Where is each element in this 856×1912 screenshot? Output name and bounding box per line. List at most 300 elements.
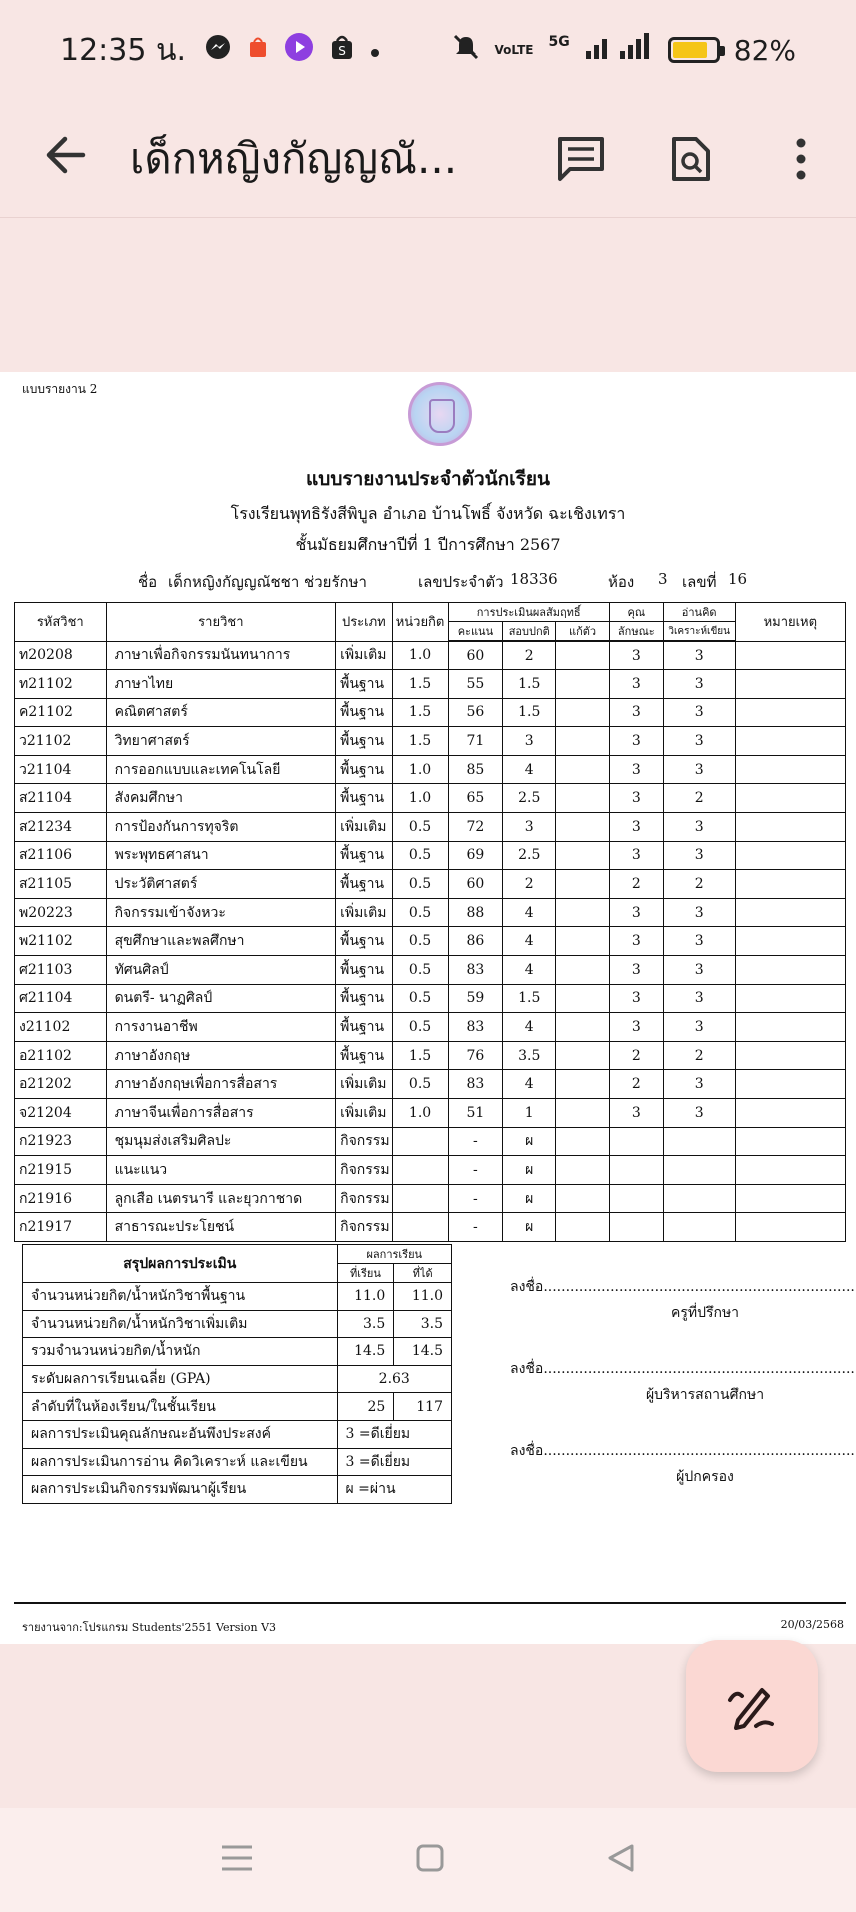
signature-parent	[510, 1440, 855, 1488]
room-value: 3	[658, 570, 668, 588]
edit-fab-button[interactable]	[686, 1640, 818, 1772]
summary-characteristics-row	[23, 1420, 452, 1448]
cell-type: กิจกรรม	[336, 1213, 392, 1242]
cell-reading: 3	[663, 898, 735, 927]
cell-reading: 3	[663, 755, 735, 784]
back-triangle-icon[interactable]	[606, 1843, 636, 1877]
table-row	[15, 898, 846, 927]
cell-grade: ผ	[503, 1156, 556, 1185]
cell-code: อ21102	[15, 1041, 107, 1070]
cell-type: พื้นฐาน	[336, 727, 392, 756]
summary-value: 11.0	[394, 1283, 452, 1311]
cell-score: 83	[448, 956, 503, 985]
rank-grade: 117	[394, 1393, 452, 1421]
cell-credit: 1.0	[392, 641, 448, 670]
table-row	[15, 870, 846, 899]
cell-type: เพิ่มเติม	[336, 1070, 392, 1099]
cell-type: พื้นฐาน	[336, 755, 392, 784]
cell-quality: 2	[609, 870, 663, 899]
cell-code: ก21923	[15, 1127, 107, 1156]
cell-grade: 1.5	[503, 670, 556, 699]
document-search-icon[interactable]	[636, 135, 746, 183]
cell-score: 69	[448, 841, 503, 870]
cell-reading: 3	[663, 1070, 735, 1099]
student-name-label: ชื่อ	[138, 573, 158, 591]
cell-grade: 2.5	[503, 841, 556, 870]
cell-credit: 1.0	[392, 755, 448, 784]
cell-score: 83	[448, 1013, 503, 1042]
summary-col-study: ที่เรียน	[337, 1264, 394, 1283]
cell-score: 88	[448, 898, 503, 927]
summary-result-header: ผลการเรียน	[337, 1245, 451, 1264]
cell-remark	[735, 641, 845, 670]
cell-subject: แนะแนว	[106, 1156, 336, 1185]
cell-type: เพิ่มเติม	[336, 1099, 392, 1128]
cell-remark	[735, 870, 845, 899]
cell-code: ท20208	[15, 641, 107, 670]
cell-subject: ชุมนุมส่งเสริมศิลปะ	[106, 1127, 336, 1156]
cell-quality	[609, 1184, 663, 1213]
header-reading-2: วิเคราะห์เขียน	[663, 622, 735, 642]
cell-grade: ผ	[503, 1184, 556, 1213]
table-row	[15, 1213, 846, 1242]
summary-activity-row	[23, 1476, 452, 1504]
cell-score: -	[448, 1156, 503, 1185]
cell-type: พื้นฐาน	[336, 698, 392, 727]
summary-value: 3.5	[337, 1310, 394, 1338]
signature-role: ครูที่ปรึกษา	[670, 1305, 740, 1321]
cell-quality: 3	[609, 898, 663, 927]
student-id: 18336	[510, 570, 558, 588]
cell-remark	[735, 841, 845, 870]
cell-subject: สุขศึกษาและพลศึกษา	[106, 927, 336, 956]
cell-type: พื้นฐาน	[336, 956, 392, 985]
cell-quality: 3	[609, 641, 663, 670]
cell-code: ส21106	[15, 841, 107, 870]
table-row	[15, 727, 846, 756]
reading-value: 3 =ดีเยี่ยม	[337, 1448, 451, 1476]
status-bar	[0, 0, 856, 100]
cell-reading: 3	[663, 984, 735, 1013]
signature-role: ผู้ปกครอง	[676, 1469, 734, 1485]
summary-label: จำนวนหน่วยกิต/น้ำหนักวิชาเพิ่มเติม	[23, 1310, 338, 1338]
table-row	[15, 698, 846, 727]
shopee-icon	[248, 35, 268, 66]
shop-bag-icon	[330, 33, 354, 68]
cell-code: ส21104	[15, 784, 107, 813]
table-row	[15, 956, 846, 985]
gpa-label: ระดับผลการเรียนเฉลี่ย (GPA)	[23, 1365, 338, 1393]
footer-date: 20/03/2568	[780, 1618, 844, 1631]
cell-score: 76	[448, 1041, 503, 1070]
cell-remark	[735, 755, 845, 784]
table-row	[15, 755, 846, 784]
back-arrow-icon[interactable]	[0, 131, 130, 187]
school-line: โรงเรียนพุทธิรังสีพิบูล อำเภอ บ้านโพธิ์ จังหวัด ฉะเชิงเทรา	[230, 504, 626, 523]
summary-value: 3.5	[394, 1310, 452, 1338]
cell-code: ค21102	[15, 698, 107, 727]
cell-quality: 3	[609, 1013, 663, 1042]
summary-row	[23, 1338, 452, 1366]
summary-row	[23, 1283, 452, 1311]
cell-code: ศ21103	[15, 956, 107, 985]
cell-type: เพิ่มเติม	[336, 898, 392, 927]
cell-reading: 3	[663, 1099, 735, 1128]
cell-remedial	[556, 670, 610, 699]
cell-credit	[392, 1213, 448, 1242]
cell-code: ง21102	[15, 1013, 107, 1042]
signature-director	[510, 1358, 855, 1406]
cell-credit: 1.5	[392, 698, 448, 727]
cell-remark	[735, 1013, 845, 1042]
cell-code: ศ21104	[15, 984, 107, 1013]
year-line: ชั้นมัธยมศึกษาปีที่ 1 ปีการศึกษา 2567	[295, 535, 561, 554]
cell-remedial	[556, 1013, 610, 1042]
cell-credit: 1.5	[392, 670, 448, 699]
more-vert-icon[interactable]	[746, 137, 856, 181]
header-code: รหัสวิชา	[15, 603, 107, 642]
table-row	[15, 1070, 846, 1099]
cell-remark	[735, 1156, 845, 1185]
cell-reading: 3	[663, 1013, 735, 1042]
footer-divider	[14, 1602, 846, 1604]
cell-quality: 3	[609, 813, 663, 842]
cell-subject: ภาษาอังกฤษเพื่อการสื่อสาร	[106, 1070, 336, 1099]
cell-reading: 2	[663, 870, 735, 899]
cell-credit: 1.5	[392, 727, 448, 756]
cell-remark	[735, 927, 845, 956]
cell-subject: ทัศนศิลป์	[106, 956, 336, 985]
cell-score: 86	[448, 927, 503, 956]
cell-grade: 4	[503, 1070, 556, 1099]
cell-remark	[735, 698, 845, 727]
cell-subject: วิทยาศาสตร์	[106, 727, 336, 756]
report-title: แบบรายงานประจำตัวนักเรียน	[306, 468, 550, 490]
cell-credit: 0.5	[392, 984, 448, 1013]
cell-score: 51	[448, 1099, 503, 1128]
cell-remark	[735, 727, 845, 756]
cell-score: 60	[448, 870, 503, 899]
cell-quality: 3	[609, 727, 663, 756]
summary-value: 11.0	[337, 1283, 394, 1311]
cell-code: พ21102	[15, 927, 107, 956]
table-row	[15, 1127, 846, 1156]
cell-remedial	[556, 1184, 610, 1213]
cell-remedial	[556, 1099, 610, 1128]
table-row	[15, 784, 846, 813]
cell-subject: การออกแบบและเทคโนโลยี	[106, 755, 336, 784]
cell-type: กิจกรรม	[336, 1127, 392, 1156]
table-row	[15, 1013, 846, 1042]
cell-grade: 1.5	[503, 984, 556, 1013]
cell-credit: 0.5	[392, 898, 448, 927]
comment-icon[interactable]	[526, 135, 636, 183]
cell-remedial	[556, 1156, 610, 1185]
cell-code: ส21234	[15, 813, 107, 842]
cell-grade: 4	[503, 898, 556, 927]
cell-score: -	[448, 1184, 503, 1213]
summary-title: สรุปผลการประเมิน	[23, 1245, 338, 1283]
cell-credit: 0.5	[392, 1013, 448, 1042]
cell-credit: 0.5	[392, 1070, 448, 1099]
cell-type: เพิ่มเติม	[336, 813, 392, 842]
header-reading: อ่านคิด	[663, 603, 735, 622]
cell-remark	[735, 670, 845, 699]
cell-credit: 0.5	[392, 870, 448, 899]
cell-remark	[735, 984, 845, 1013]
room-label: ห้อง	[608, 573, 635, 591]
cell-reading: 3	[663, 956, 735, 985]
summary-reading-row	[23, 1448, 452, 1476]
cell-remedial	[556, 927, 610, 956]
cell-quality: 3	[609, 1099, 663, 1128]
cell-grade: 4	[503, 1013, 556, 1042]
table-row	[15, 641, 846, 670]
cell-remedial	[556, 956, 610, 985]
cell-reading	[663, 1184, 735, 1213]
cell-code: ว21104	[15, 755, 107, 784]
signature-line: ลงชื่อ......................................................................	[510, 1279, 855, 1295]
cell-reading: 3	[663, 670, 735, 699]
cell-score: 59	[448, 984, 503, 1013]
signal-icon	[584, 33, 654, 68]
cell-credit: 0.5	[392, 927, 448, 956]
cell-remedial	[556, 641, 610, 670]
cell-remedial	[556, 841, 610, 870]
cell-score: 85	[448, 755, 503, 784]
cell-remedial	[556, 1070, 610, 1099]
cell-quality	[609, 1156, 663, 1185]
cell-reading: 2	[663, 784, 735, 813]
cell-reading: 3	[663, 641, 735, 670]
cell-reading: 3	[663, 727, 735, 756]
cell-remark	[735, 1213, 845, 1242]
summary-rank-row	[23, 1393, 452, 1421]
student-id-label: เลขประจำตัว	[418, 573, 504, 591]
student-name: เด็กหญิงกัญญณัชชา ช่วยรักษา	[168, 573, 367, 591]
cell-subject: ลูกเสือ เนตรนารี และยุวกาชาด	[106, 1184, 336, 1213]
cell-score: 60	[448, 641, 503, 670]
cell-type: กิจกรรม	[336, 1156, 392, 1185]
cell-subject: ประวัติศาสตร์	[106, 870, 336, 899]
summary-label: รวมจำนวนหน่วยกิต/น้ำหนัก	[23, 1338, 338, 1366]
cell-code: ก21915	[15, 1156, 107, 1185]
form-code: แบบรายงาน 2	[22, 382, 98, 396]
document-title: เด็กหญิงกัญญณั...	[130, 133, 458, 183]
number-label: เลขที่	[682, 573, 717, 591]
cell-score: 71	[448, 727, 503, 756]
cell-remedial	[556, 727, 610, 756]
cell-type: เพิ่มเติม	[336, 641, 392, 670]
cell-score: 72	[448, 813, 503, 842]
cell-code: ท21102	[15, 670, 107, 699]
cell-type: พื้นฐาน	[336, 927, 392, 956]
volte-icon: VoLTE	[494, 42, 534, 57]
mute-icon	[451, 32, 481, 69]
cell-remedial	[556, 698, 610, 727]
rank-room: 25	[337, 1393, 394, 1421]
cell-code: อ21202	[15, 1070, 107, 1099]
cell-remark	[735, 1041, 845, 1070]
document-page[interactable]	[0, 372, 856, 1644]
cell-credit: 1.0	[392, 784, 448, 813]
header-passed: สอบปกติ	[503, 622, 556, 642]
table-row	[15, 670, 846, 699]
cell-score: -	[448, 1213, 503, 1242]
cell-credit	[392, 1127, 448, 1156]
home-icon[interactable]	[415, 1843, 445, 1877]
cell-grade: ผ	[503, 1127, 556, 1156]
cell-subject: คณิตศาสตร์	[106, 698, 336, 727]
app-bar	[0, 100, 856, 218]
table-row	[15, 841, 846, 870]
number-value: 16	[728, 570, 748, 588]
cell-reading: 2	[663, 1041, 735, 1070]
cell-remark	[735, 1070, 845, 1099]
grades-table	[14, 602, 846, 1242]
cell-score: 56	[448, 698, 503, 727]
table-row	[15, 1099, 846, 1128]
edit-pen-icon	[726, 1680, 778, 1732]
summary-value: 14.5	[337, 1338, 394, 1366]
rank-label: ลำดับที่ในห้องเรียน/ในชั้นเรียน	[23, 1393, 338, 1421]
cell-reading	[663, 1127, 735, 1156]
system-nav-bar	[0, 1808, 856, 1912]
cell-grade: 2	[503, 870, 556, 899]
cell-grade: 2.5	[503, 784, 556, 813]
cell-quality: 2	[609, 1041, 663, 1070]
cell-remark	[735, 898, 845, 927]
header-remedial: แก้ตัว	[556, 622, 610, 642]
reading-label: ผลการประเมินการอ่าน คิดวิเคราะห์ และเขียน	[23, 1448, 338, 1476]
header-subject: รายวิชา	[106, 603, 336, 642]
network-label: 5G	[548, 34, 570, 50]
header-quality: คุณ	[609, 603, 663, 622]
activity-label: ผลการประเมินกิจกรรมพัฒนาผู้เรียน	[23, 1476, 338, 1504]
header-score: คะแนน	[448, 622, 503, 642]
dot-icon	[370, 35, 380, 65]
cell-score: 83	[448, 1070, 503, 1099]
cell-reading	[663, 1156, 735, 1185]
cell-remedial	[556, 898, 610, 927]
cell-credit: 1.0	[392, 1099, 448, 1128]
cell-quality: 3	[609, 927, 663, 956]
cell-type: พื้นฐาน	[336, 984, 392, 1013]
messenger-icon	[204, 33, 232, 68]
cell-subject: การงานอาชีพ	[106, 1013, 336, 1042]
cell-quality	[609, 1213, 663, 1242]
cell-type: พื้นฐาน	[336, 841, 392, 870]
cell-quality: 3	[609, 784, 663, 813]
header-remark: หมายเหตุ	[735, 603, 845, 642]
activity-value: ผ =ผ่าน	[337, 1476, 451, 1504]
battery-percent: 82%	[733, 33, 796, 67]
status-time: 12:35 น.	[60, 32, 187, 68]
cell-credit: 1.5	[392, 1041, 448, 1070]
cell-remark	[735, 1184, 845, 1213]
table-row	[15, 927, 846, 956]
battery-icon	[668, 37, 720, 63]
cell-grade: 3.5	[503, 1041, 556, 1070]
cell-remedial	[556, 1213, 610, 1242]
table-row	[15, 984, 846, 1013]
svg-text:S: S	[338, 43, 346, 58]
cell-remark	[735, 784, 845, 813]
video-app-icon	[284, 32, 314, 69]
cell-grade: ผ	[503, 1213, 556, 1242]
cell-reading: 3	[663, 841, 735, 870]
cell-quality: 2	[609, 1070, 663, 1099]
cell-subject: สาธารณะประโยชน์	[106, 1213, 336, 1242]
cell-credit	[392, 1156, 448, 1185]
cell-type: พื้นฐาน	[336, 670, 392, 699]
cell-subject: กิจกรรมเข้าจังหวะ	[106, 898, 336, 927]
cell-score: 65	[448, 784, 503, 813]
cell-remark	[735, 956, 845, 985]
characteristics-value: 3 =ดีเยี่ยม	[337, 1420, 451, 1448]
summary-gpa-row	[23, 1365, 452, 1393]
school-seal-logo	[408, 382, 472, 446]
summary-col-earned: ที่ได้	[394, 1264, 452, 1283]
cell-remedial	[556, 784, 610, 813]
cell-remedial	[556, 984, 610, 1013]
cell-code: พ20223	[15, 898, 107, 927]
cell-type: พื้นฐาน	[336, 1013, 392, 1042]
cell-score: 55	[448, 670, 503, 699]
recents-icon[interactable]	[220, 1843, 254, 1877]
signature-advisor	[510, 1276, 855, 1324]
cell-grade: 3	[503, 813, 556, 842]
summary-value: 14.5	[394, 1338, 452, 1366]
cell-credit: 0.5	[392, 841, 448, 870]
cell-grade: 2	[503, 641, 556, 670]
table-row	[15, 813, 846, 842]
cell-credit	[392, 1184, 448, 1213]
table-row	[15, 1041, 846, 1070]
cell-type: พื้นฐาน	[336, 784, 392, 813]
header-type: ประเภท	[336, 603, 392, 642]
cell-reading: 3	[663, 813, 735, 842]
cell-subject: พระพุทธศาสนา	[106, 841, 336, 870]
signature-line: ลงชื่อ......................................................................	[510, 1361, 855, 1377]
summary-label: จำนวนหน่วยกิต/น้ำหนักวิชาพื้นฐาน	[23, 1283, 338, 1311]
cell-quality: 3	[609, 698, 663, 727]
cell-grade: 4	[503, 755, 556, 784]
cell-subject: ภาษาจีนเพื่อการสื่อสาร	[106, 1099, 336, 1128]
table-row	[15, 1184, 846, 1213]
cell-quality: 3	[609, 755, 663, 784]
signature-role: ผู้บริหารสถานศึกษา	[645, 1387, 765, 1403]
cell-remedial	[556, 870, 610, 899]
summary-table	[22, 1244, 452, 1504]
table-row	[15, 1156, 846, 1185]
header-assessment: การประเมินผลสัมฤทธิ์	[448, 603, 609, 622]
cell-subject: ภาษาอังกฤษ	[106, 1041, 336, 1070]
cell-code: จ21204	[15, 1099, 107, 1128]
cell-remedial	[556, 1041, 610, 1070]
cell-remark	[735, 813, 845, 842]
signature-line: ลงชื่อ......................................................................	[510, 1443, 855, 1459]
cell-quality: 3	[609, 841, 663, 870]
cell-code: ว21102	[15, 727, 107, 756]
characteristics-label: ผลการประเมินคุณลักษณะอันพึงประสงค์	[23, 1420, 338, 1448]
cell-remark	[735, 1127, 845, 1156]
cell-quality: 3	[609, 984, 663, 1013]
cell-remedial	[556, 755, 610, 784]
cell-subject: ภาษาไทย	[106, 670, 336, 699]
cell-reading: 3	[663, 927, 735, 956]
cell-subject: การป้องกันการทุจริต	[106, 813, 336, 842]
